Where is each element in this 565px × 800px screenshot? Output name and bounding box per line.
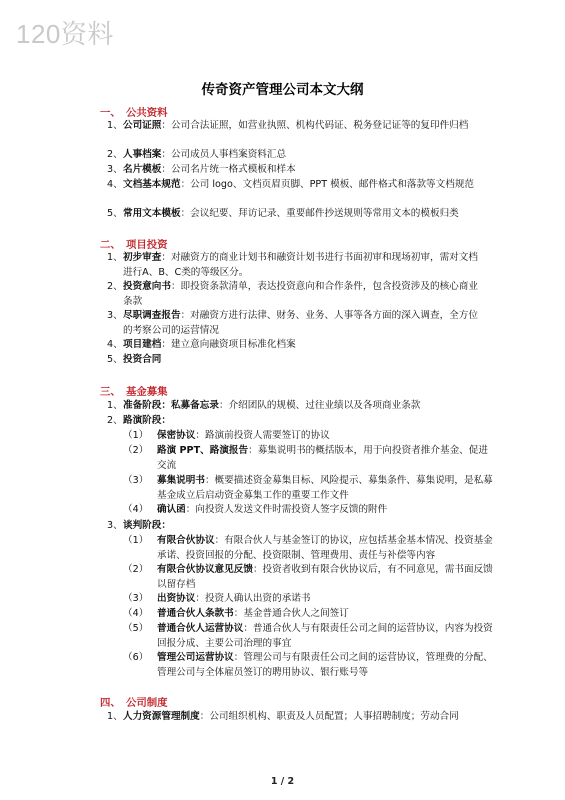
section-number: 一、: [100, 107, 121, 119]
item-text: ：公司成员人事档案资料汇总: [161, 149, 287, 160]
item-number: 1、: [107, 400, 123, 411]
item-text: ：对融资方进行法律、财务、业务、人事等各方面的深入调查，全方位的考察公司的运营情况: [123, 310, 478, 336]
sub-list-item: [123, 651, 495, 680]
item-term: 谈判阶段：: [123, 520, 171, 531]
item-term: 准备阶段：私募备忘录: [123, 400, 219, 411]
item-text: ：公司组织机构、职责及人员配置；人事招聘制度；劳动合同: [199, 711, 459, 722]
item-term: 募集说明书: [157, 475, 205, 486]
item-term: 人事档案: [123, 149, 162, 160]
item-text: ：募集说明书的概括版本，用于向投资者推介基金、促进交流: [157, 445, 488, 471]
item-number: 3、: [107, 310, 123, 321]
item-number: （2）: [123, 564, 149, 575]
sub-list-item: [123, 429, 495, 444]
item-text: ：路演前投资人需要签订的协议: [195, 430, 330, 441]
sub-list-item: [123, 622, 495, 651]
item-text: ：即投资条款清单，表达投资意向和合作条件，包含投资涉及的核心商业条款: [123, 281, 478, 307]
item-number: 2、: [107, 149, 123, 160]
item-text: ：投资者收到有限合伙协议后，有不同意见，需书面反馈以留存档: [157, 564, 493, 590]
item-text: ：向投资人发送文件时需投资人签字反馈的附件: [185, 504, 388, 515]
list-item: [107, 280, 487, 309]
list-item: [107, 148, 487, 163]
list-item: [107, 251, 487, 280]
item-term: 文档基本规范: [123, 179, 181, 190]
item-text: ：概要描述资金募集目标、风险提示、募集条件、募集说明，是私募基金成立后启动资金募集工作的重要工作文件: [157, 475, 493, 501]
item-term: 普通合伙人运营协议: [157, 623, 244, 634]
item-number: （1）: [123, 535, 149, 546]
item-term: 确认函: [157, 504, 186, 515]
item-term: 出资协议: [157, 593, 196, 604]
sub-list-item: [123, 534, 495, 563]
sub-list-item: [123, 474, 495, 503]
item-term: 初步审查: [123, 252, 162, 263]
page-number: 1 / 2: [270, 776, 295, 787]
item-number: 3、: [107, 520, 123, 531]
item-term: 名片模板: [123, 164, 162, 175]
item-number: 2、: [107, 281, 123, 292]
item-number: 5、: [107, 208, 123, 219]
item-text: ：投资人确认出资的承诺书: [195, 593, 311, 604]
item-text: ：普通合伙人与有限责任公司之间的运营协议，内容为投资回报分成、主要公司治理的事宜: [157, 623, 493, 649]
list-item: [107, 119, 487, 134]
list-item: [107, 399, 487, 414]
item-number: 5、: [107, 354, 123, 365]
item-text: ：对融资方的商业计划书和融资计划书进行书面初审和现场初审，需对文档进行A、B、C类的等级区分。: [123, 252, 478, 278]
item-number: （4）: [123, 504, 149, 515]
item-term: 管理公司运营协议: [157, 652, 234, 663]
item-number: （5）: [123, 623, 149, 634]
item-term: 人力资源管理制度: [123, 711, 200, 722]
item-term: 投资意向书: [123, 281, 171, 292]
section-number: 二、: [100, 239, 121, 251]
item-number: （1）: [123, 430, 149, 441]
section-label: 基金募集: [126, 386, 168, 398]
item-number: （6）: [123, 652, 149, 663]
list-item: [107, 178, 487, 193]
item-number: （3）: [123, 475, 149, 486]
sub-list-item: [123, 592, 495, 607]
item-term: 有限合伙协议: [157, 535, 215, 546]
item-number: 1、: [107, 252, 123, 263]
item-term: 有限合伙协议意见反馈: [157, 564, 253, 575]
item-text: ：公司名片统一格式模板和样本: [161, 164, 296, 175]
item-term: 项目建档: [123, 339, 162, 350]
item-number: 3、: [107, 164, 123, 175]
section-heading-public-materials: [100, 104, 168, 119]
list-item: [107, 163, 487, 178]
sub-list-item: [123, 607, 495, 622]
item-term: 投资合同: [123, 354, 162, 365]
sub-list-item: [123, 563, 495, 592]
section-label: 公司制度: [126, 697, 168, 709]
item-term: 常用文本模板: [123, 208, 181, 219]
item-text: ：公司合法证照，如营业执照、机构代码证、税务登记证等的复印件归档: [161, 120, 469, 131]
item-text: ：建立意向融资项目标准化档案: [161, 339, 296, 350]
item-term: 路演 PPT、路演报告: [157, 445, 249, 456]
section-label: 项目投资: [126, 239, 168, 251]
section-heading-fundraising: [100, 383, 168, 398]
item-term: 路演阶段：: [123, 415, 171, 426]
item-term: 尽职调查报告: [123, 310, 181, 321]
item-number: 2、: [107, 415, 123, 426]
list-item: [107, 710, 497, 725]
item-term: 保密协议: [157, 430, 196, 441]
item-term: 公司证照: [123, 120, 162, 131]
list-item: [107, 519, 487, 534]
item-text: ：公司 logo、文档页眉页脚、PPT 模板、邮件格式和落款等文档规范: [180, 179, 475, 190]
section-number: 三、: [100, 386, 121, 398]
item-number: （4）: [123, 608, 149, 619]
item-number: 1、: [107, 120, 123, 131]
item-text: ：管理公司与有限责任公司之间的运营协议，管理费的分配、管理公司与全体雇员签订的聘用协议、银行账号等: [157, 652, 493, 678]
item-text: ：会议纪要、拜访记录、重要邮件抄送规则等常用文本的模板归类: [180, 208, 459, 219]
list-item: [107, 309, 487, 338]
item-text: ：基金普通合伙人之间签订: [233, 608, 349, 619]
section-number: 四、: [100, 697, 121, 709]
item-number: （3）: [123, 593, 149, 604]
watermark-logo: 120资料: [16, 19, 114, 49]
sub-list-item: [123, 444, 495, 473]
list-item: [107, 414, 487, 429]
item-text: ：介绍团队的规模、过往业绩以及各项商业条款: [218, 400, 421, 411]
section-heading-project-investment: [100, 236, 168, 251]
sub-list-item: [123, 503, 495, 518]
list-item: [107, 338, 487, 353]
document-title: 传奇资产管理公司本文大纲: [201, 82, 364, 98]
item-number: 4、: [107, 179, 123, 190]
list-item: [107, 207, 487, 222]
item-number: （2）: [123, 445, 149, 456]
item-text: ：有限合伙人与基金签订的协议，应包括基金基本情况、投资基金承诺、投资回报的分配、投资限制、管理费用、责任与补偿等内容: [157, 535, 493, 561]
section-heading-company-policy: [100, 694, 168, 709]
item-number: 4、: [107, 339, 123, 350]
item-number: 1、: [107, 711, 123, 722]
section-label: 公共资料: [126, 107, 168, 119]
list-item: [107, 353, 487, 368]
item-term: 普通合伙人条款书: [157, 608, 234, 619]
